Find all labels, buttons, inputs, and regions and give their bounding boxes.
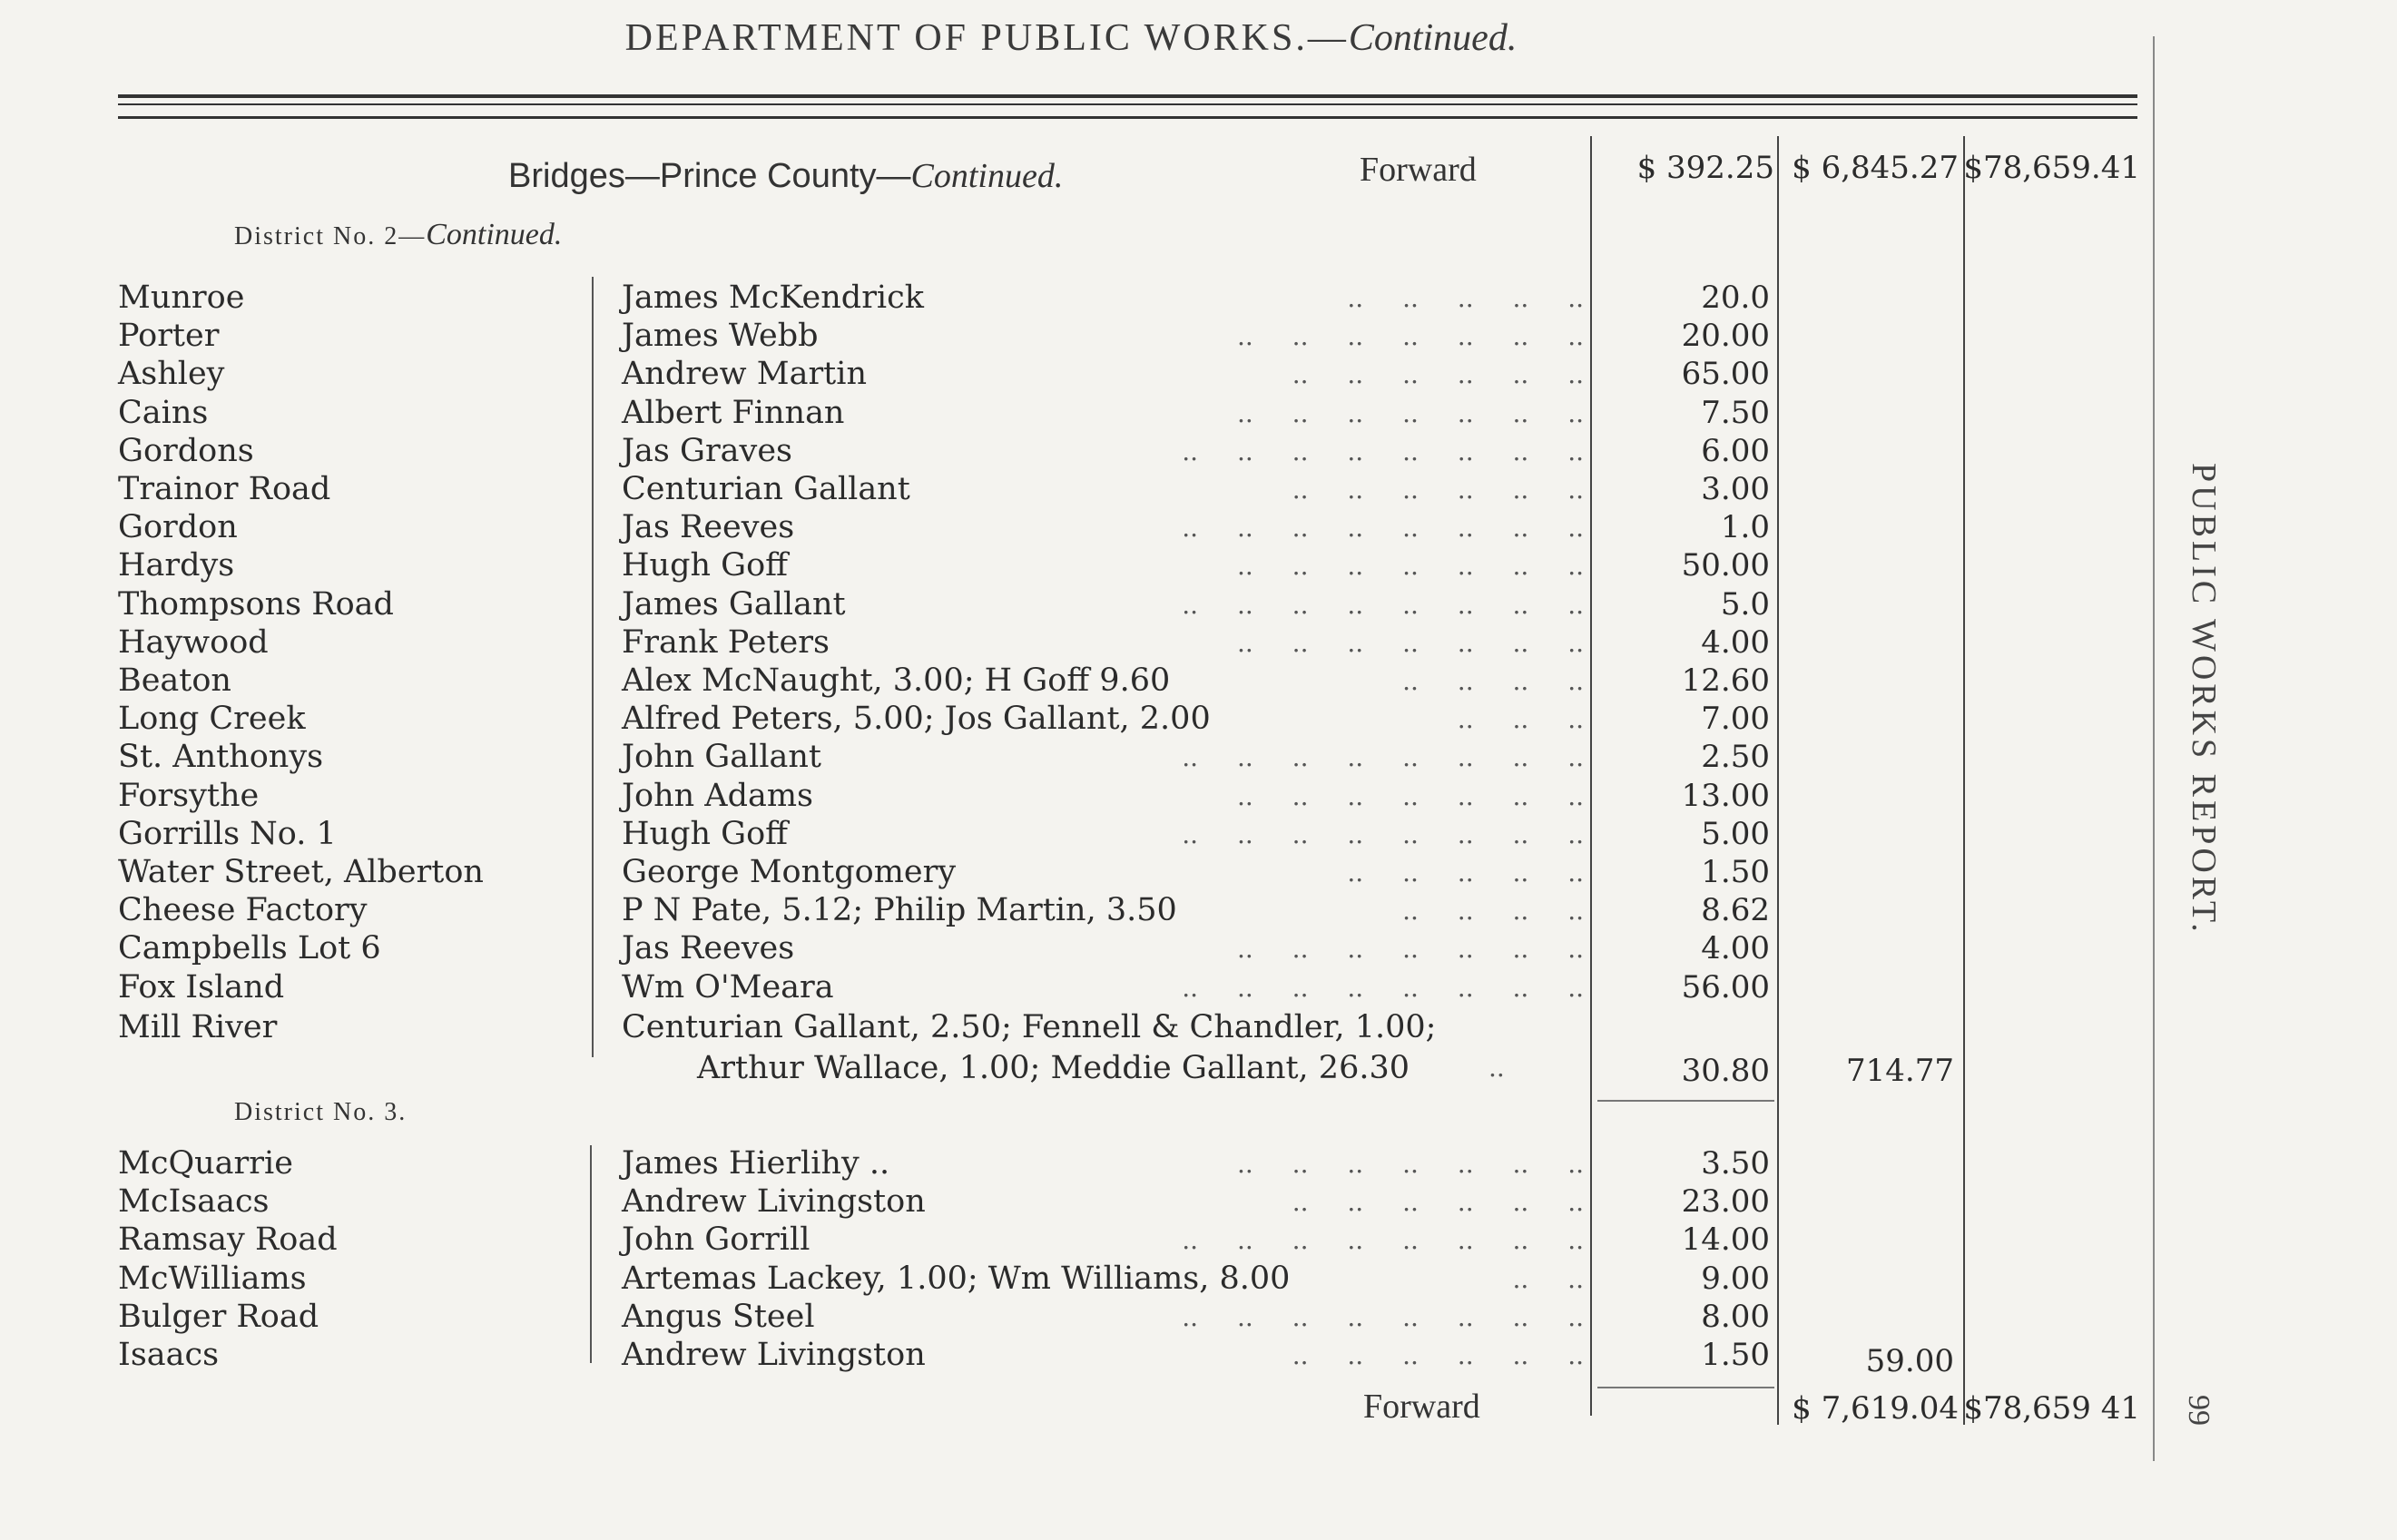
district3-divider [590,1145,592,1363]
row-payee: Alfred Peters, 5.00; Jos Gallant, 2.00 [622,701,1211,738]
section-title [508,156,1063,196]
row-location: Ramsay Road [118,1221,338,1259]
district2-total-rule [1597,1100,1774,1102]
row-leader-dots: .. .. .. .. .. [1347,283,1584,313]
row-amount: 5.0 [1720,585,1770,623]
page-header [0,16,2142,60]
row-leader-dots: .. .. .. .. .. .. [1292,475,1584,505]
row-payee: John Gallant [622,739,821,776]
row-amount: 50.00 [1681,547,1770,584]
mill-river-line2: Arthur Wallace, 1.00; Meddie Gallant, 26.30 [697,1050,1410,1086]
row-leader-dots: .. .. .. .. .. .. [1292,359,1584,390]
row-location: Beaton [118,662,231,699]
row-amount: 56.00 [1681,968,1770,1005]
row-location: McQuarrie [118,1145,293,1182]
page-number: 99 [2182,1395,2215,1426]
row-leader-dots: .. .. .. .. .. .. .. .. [1182,1301,1584,1332]
row-amount: 13.00 [1681,777,1770,814]
district2-label-text: District No. 2— [234,222,427,250]
row-leader-dots: .. .. .. .. .. .. .. [1236,321,1584,352]
section-title-italic: Continued. [910,157,1064,195]
row-payee: Hugh Goff [622,815,789,852]
row-amount: 7.00 [1701,701,1770,738]
row-payee: Jas Graves [622,432,792,469]
row-payee: John Gorrill [622,1221,810,1259]
row-amount: 3.00 [1701,471,1770,507]
row-location: Gorrills No. 1 [118,815,337,852]
mill-river-line1: Centurian Gallant, 2.50; Fennell & Chandler, 1.00; [622,1009,1437,1045]
row-amount: 20.0 [1701,280,1770,316]
row-payee: Angus Steel [622,1298,815,1335]
amount-column-right-line [1777,136,1779,1425]
row-leader-dots: .. .. .. .. .. [1347,858,1584,888]
row-location: Gordons [118,432,254,469]
row-location: Isaacs [118,1337,220,1373]
row-amount: 2.50 [1701,739,1770,776]
row-location: Water Street, Alberton [118,854,484,890]
row-location: Ashley [118,356,225,393]
row-payee: Centurian Gallant [622,471,910,507]
page-border-line [2153,36,2155,1461]
row-location: Haywood [118,623,269,661]
row-leader-dots: .. .. .. .. .. .. .. [1236,627,1584,658]
mill-river-amount: 30.80 [1681,1053,1770,1089]
row-amount: 1.50 [1701,1337,1770,1373]
row-payee: John Adams [622,777,814,814]
row-location: Hardys [118,547,235,584]
row-payee: Andrew Martin [622,356,867,393]
row-leader-dots: .. .. .. .. [1402,896,1584,927]
row-amount: 65.00 [1681,356,1770,393]
row-amount: 1.50 [1701,854,1770,890]
row-amount: 3.50 [1701,1145,1770,1182]
row-payee: James Webb [622,318,819,355]
row-amount: 6.00 [1701,432,1770,469]
row-leader-dots: .. .. .. .. .. .. .. [1236,397,1584,428]
row-leader-dots: .. .. .. .. .. .. [1292,1187,1584,1218]
row-payee: George Montgomery [622,854,957,890]
row-payee: James Gallant [622,585,846,623]
subtotal-column-right-line [1963,136,1965,1425]
row-leader-dots: .. .. .. .. .. .. .. .. [1182,972,1584,1003]
forward-bottom-label: Forward [1363,1388,1480,1426]
row-payee: Frank Peters [622,623,830,661]
row-payee: Jas Reeves [622,930,795,967]
row-location: McWilliams [118,1260,307,1297]
row-amount: 4.00 [1701,930,1770,967]
district2-subtotal: 714.77 [1846,1053,1954,1089]
side-title-text: PUBLIC WORKS REPORT. [2185,463,2223,936]
row-location: Cains [118,394,209,431]
row-location: McIsaacs [118,1183,270,1221]
row-leader-dots: .. .. .. .. [1402,666,1584,696]
row-leader-dots: .. .. .. .. .. .. .. .. [1182,819,1584,849]
row-payee: Albert Finnan [622,394,845,431]
row-leader-dots: .. .. .. .. .. .. .. .. [1182,589,1584,620]
row-leader-dots: .. .. .. .. .. .. .. .. [1182,436,1584,466]
side-title [2178,463,2233,1007]
row-location: Fox Island [118,968,285,1005]
row-payee: Wm O'Meara [622,968,834,1005]
row-amount: 20.00 [1681,318,1770,355]
row-location: Porter [118,318,220,355]
district2-label-italic: Continued. [426,218,563,251]
header-title-italic: Continued. [1348,17,1518,59]
row-leader-dots: .. .. .. .. .. .. [1292,1340,1584,1370]
row-payee: Artemas Lackey, 1.00; Wm Williams, 8.00 [622,1260,1291,1297]
header-rule-thick [118,94,2137,98]
row-payee: P N Pate, 5.12; Philip Martin, 3.50 [622,892,1177,929]
row-amount: 5.00 [1701,815,1770,852]
forward-top-col1: $ 392.25 [1636,150,1774,186]
row-leader-dots: .. .. .. .. .. .. .. [1236,1149,1584,1179]
row-amount: 4.00 [1701,623,1770,661]
row-payee: James McKendrick [622,280,924,316]
row-amount: 1.0 [1720,509,1770,546]
row-location: Forsythe [118,777,260,814]
row-location: Trainor Road [118,471,331,507]
mill-river-location: Mill River [118,1009,278,1045]
row-payee: James Hierlihy .. [622,1145,890,1182]
header-title: DEPARTMENT OF PUBLIC WORKS.— [624,17,1349,59]
row-payee: Jas Reeves [622,509,795,546]
row-leader-dots: .. .. .. .. .. .. .. .. [1182,513,1584,544]
row-payee: Alex McNaught, 3.00; H Goff 9.60 [622,662,1171,699]
row-leader-dots: .. .. .. .. .. .. .. .. [1182,1225,1584,1256]
mill-river-dots: .. [1488,1053,1505,1083]
district3-total-rule [1597,1387,1774,1388]
row-location: Bulger Road [118,1298,319,1335]
row-location: Campbells Lot 6 [118,930,381,967]
row-amount: 12.60 [1681,662,1770,699]
forward-top-label: Forward [1360,151,1477,189]
row-leader-dots: .. .. .. .. .. .. .. .. [1182,742,1584,773]
row-amount: 8.62 [1701,892,1770,929]
header-rule-bottom [118,116,2137,119]
row-location: Munroe [118,280,245,316]
row-amount: 8.00 [1701,1298,1770,1335]
row-leader-dots: .. .. [1512,1263,1584,1294]
row-amount: 23.00 [1681,1183,1770,1221]
row-leader-dots: .. .. .. .. .. .. .. [1236,934,1584,965]
row-amount: 7.50 [1701,394,1770,431]
row-location: Cheese Factory [118,892,368,929]
district2-divider [592,277,594,1057]
row-payee: Hugh Goff [622,547,789,584]
row-payee: Andrew Livingston [622,1337,926,1373]
row-amount: 14.00 [1681,1221,1770,1259]
section-title-text: Bridges—Prince County— [508,157,911,195]
row-location: Long Creek [118,701,306,738]
district2-label [234,218,562,252]
row-payee: Andrew Livingston [622,1183,926,1221]
row-location: St. Anthonys [118,739,324,776]
row-amount: 9.00 [1701,1260,1770,1297]
forward-bottom-col3: $78,659 41 [1963,1390,2140,1427]
district3-label [234,1094,407,1128]
forward-top-col2: $ 6,845.27 [1792,150,1959,186]
row-location: Gordon [118,509,238,546]
row-leader-dots: .. .. .. [1457,704,1584,735]
row-leader-dots: .. .. .. .. .. .. .. [1236,551,1584,582]
header-rule-thin [118,103,2137,105]
forward-top-col3: $78,659.41 [1963,150,2140,186]
row-leader-dots: .. .. .. .. .. .. .. [1236,780,1584,811]
row-location: Thompsons Road [118,585,394,623]
district3-label-text: District No. 3. [234,1098,408,1126]
forward-bottom-col2: $ 7,619.04 [1792,1390,1959,1427]
district3-subtotal: 59.00 [1865,1343,1954,1379]
